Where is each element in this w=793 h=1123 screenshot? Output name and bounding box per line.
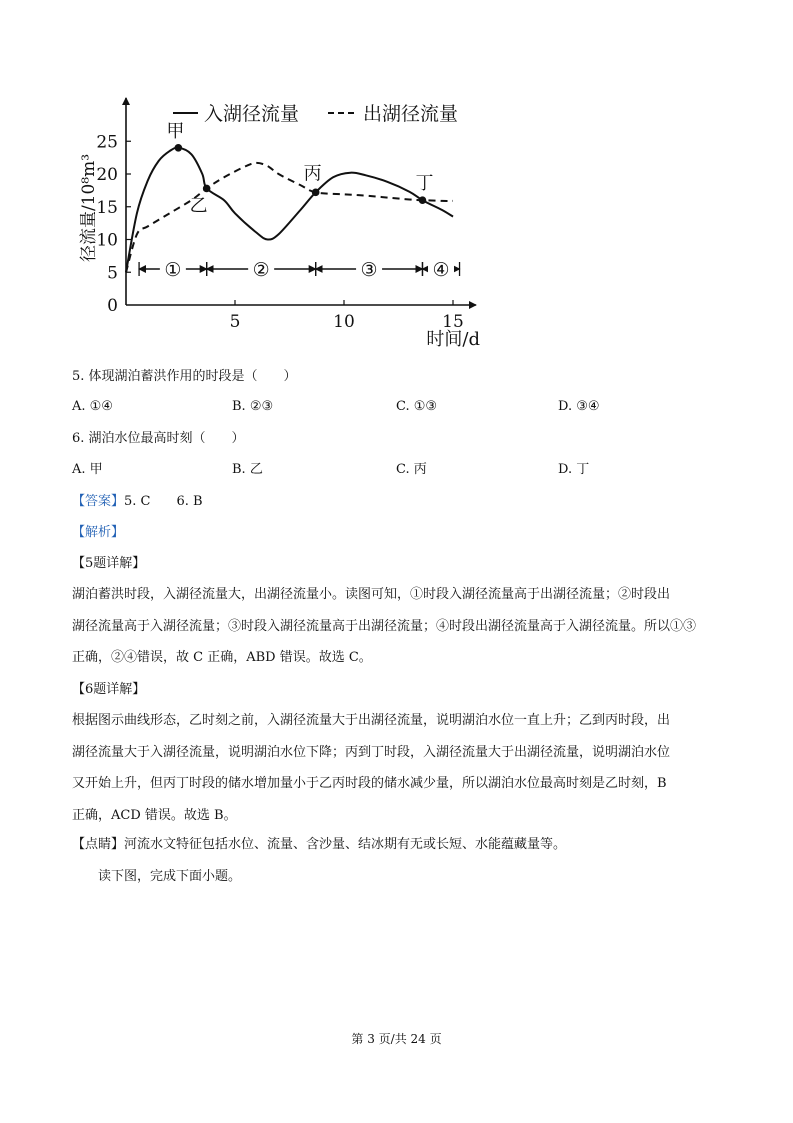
q5-option-c[interactable]: C. ①③ bbox=[396, 399, 438, 414]
answer-text: 5. C 6. B bbox=[124, 494, 203, 509]
q6-detail-text bbox=[72, 705, 722, 831]
point-marker bbox=[203, 185, 211, 193]
q5-detail-line: 湖径流量高于入湖径流量；③时段入湖径流量高于出湖径流量；④时段出湖径流量高于入湖径流量。所以①③ bbox=[72, 618, 697, 634]
period-label: ④ bbox=[432, 259, 450, 281]
y-tick-label: 25 bbox=[96, 132, 118, 153]
y-tick-label: 20 bbox=[96, 165, 118, 185]
answer-tag: 【答案】 bbox=[72, 494, 125, 509]
q6-detail-line: 又开始上升，但丙丁时段的储水增加量小于乙丙时段的储水减少量，所以湖泊水位最高时刻是乙时刻，B bbox=[72, 776, 667, 791]
legend-outflow-label: 出湖径流量 bbox=[363, 103, 459, 125]
tip-tag: 【点睛】 bbox=[72, 837, 125, 852]
q6-option-d[interactable]: D. 丁 bbox=[558, 462, 590, 477]
legend-inflow-label: 入湖径流量 bbox=[204, 103, 300, 125]
y-tick-label: 15 bbox=[96, 197, 118, 218]
q5-option-a[interactable]: A. ①④ bbox=[72, 399, 113, 414]
q5-detail-line: 正确，②④错误，故 C 正确，ABD 错误。故选 C。 bbox=[72, 650, 372, 665]
x-tick-label: 5 bbox=[229, 312, 241, 332]
point-marker bbox=[312, 189, 320, 197]
period-label: ② bbox=[252, 259, 270, 281]
page-footer: 第 3 页/共 24 页 bbox=[351, 1032, 442, 1046]
q6-detail-line: 湖径流量大于入湖径流量，说明湖泊水位下降；丙到丁时段，入湖径流量大于出湖径流量，说明湖泊水位 bbox=[72, 744, 671, 760]
point-label: 甲 bbox=[166, 120, 185, 142]
q6-detail-tag: 【6题详解】 bbox=[72, 682, 146, 697]
point-marker bbox=[419, 196, 427, 204]
x-tick-label: 10 bbox=[333, 312, 355, 332]
q6-stem: 6. 湖泊水位最高时刻（ ） bbox=[72, 431, 245, 446]
period-label: ③ bbox=[360, 259, 378, 281]
y-tick-label: 5 bbox=[107, 263, 118, 284]
point-label: 乙 bbox=[189, 195, 208, 217]
runoff-chart bbox=[70, 92, 500, 354]
q6-option-a[interactable]: A. 甲 bbox=[72, 462, 103, 477]
q5-detail-text bbox=[72, 579, 722, 674]
tip-text: 河流水文特征包括水位、流量、含沙量、结冰期有无或长短、水能蕴藏量等。 bbox=[124, 837, 567, 852]
answer-line bbox=[72, 493, 203, 511]
q5-option-b[interactable]: B. ②③ bbox=[232, 399, 274, 414]
y-axis-label: 径流量/10⁸m³ bbox=[79, 153, 99, 263]
q6-detail-line: 根据图示曲线形态，乙时刻之前，入湖径流量大于出湖径流量，说明湖泊水位一直上升；乙到丙时段，出 bbox=[72, 713, 671, 728]
y-tick-label: 10 bbox=[96, 230, 118, 251]
y-tick-label: 0 bbox=[107, 296, 118, 316]
analysis-tag: 【解析】 bbox=[72, 525, 125, 540]
point-label: 丁 bbox=[415, 173, 434, 195]
tip-line bbox=[72, 836, 566, 854]
point-label: 丙 bbox=[303, 163, 322, 185]
q6-option-c[interactable]: C. 丙 bbox=[396, 462, 427, 477]
q6-detail-line: 正确，ACD 错误。故选 B。 bbox=[72, 807, 237, 823]
x-axis-label: 时间/d bbox=[426, 329, 480, 350]
q5-detail-tag: 【5题详解】 bbox=[72, 556, 146, 571]
x-tick-label: 15 bbox=[442, 312, 464, 332]
period-label: ① bbox=[164, 259, 182, 281]
q5-option-d[interactable]: D. ③④ bbox=[558, 399, 600, 414]
point-marker bbox=[175, 144, 183, 152]
q5-stem: 5. 体现湖泊蓄洪作用的时段是（ ） bbox=[72, 369, 297, 384]
next-instruction: 读下图，完成下面小题。 bbox=[98, 869, 242, 884]
q5-detail-line: 湖泊蓄洪时段，入湖径流量大，出湖径流量小。读图可知，①时段入湖径流量高于出湖径流量；②时段出 bbox=[72, 587, 671, 602]
q6-option-b[interactable]: B. 乙 bbox=[232, 462, 263, 477]
